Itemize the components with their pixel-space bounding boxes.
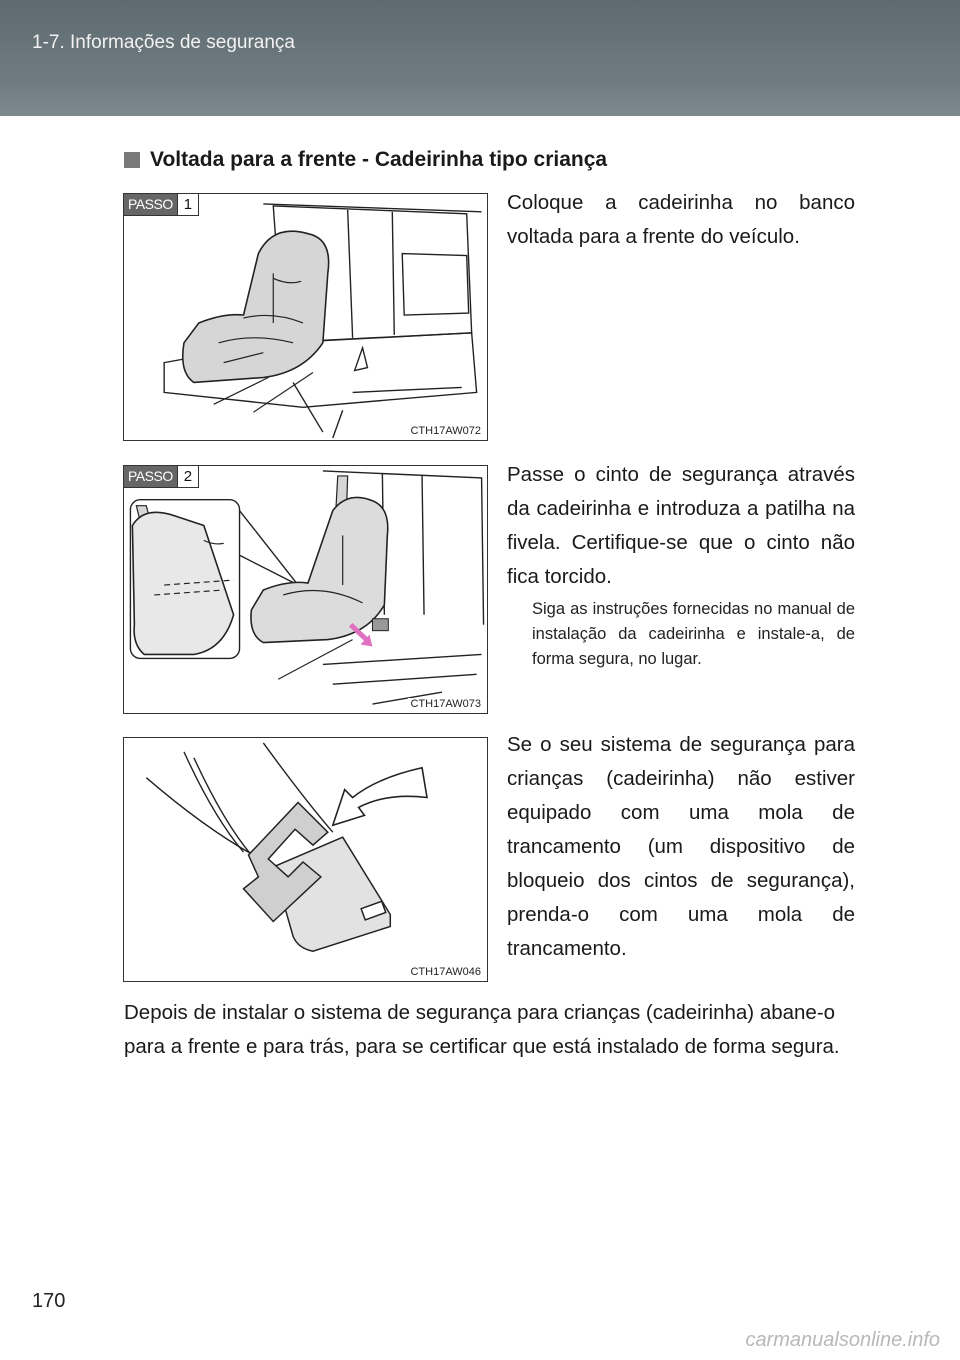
page-number: 170 — [32, 1290, 66, 1312]
step-badge — [124, 194, 199, 216]
step-number: 1 — [177, 194, 198, 215]
watermark: carmanualsonline.info — [745, 1329, 940, 1351]
square-bullet-icon — [124, 152, 140, 168]
step-1-text: Coloque a cadeirinha no banco voltada para a frente do veículo. — [507, 191, 855, 248]
figure-code: CTH17AW046 — [410, 966, 481, 978]
step-2-note: Siga as instruções fornecidas no manual de instalação da cadeirinha e instale-a, de forma segura, no lugar. — [532, 600, 855, 668]
heading-text: Voltada para a frente - Cadeirinha tipo criança — [150, 148, 608, 171]
section-title: 1-7. Informações de segurança — [32, 32, 295, 53]
step-label: PASSO — [124, 194, 177, 215]
step-badge — [124, 466, 199, 488]
figure-locking-clip — [123, 737, 488, 982]
figure-code: CTH17AW072 — [410, 425, 481, 437]
step-2-text: Passe o cinto de segurança através da cadeirinha e introduza a patilha na fivela. Certifique-se que o cinto não fica torcido. — [507, 463, 855, 588]
figure-step-2 — [123, 465, 488, 714]
final-instruction-text: Depois de instalar o sistema de segurança para crianças (cadeirinha) abane-o para a frente e para trás, para se certificar que está instalado de forma segura. — [124, 1001, 840, 1058]
child-seat-placed-illustration — [124, 194, 487, 440]
figure-code: CTH17AW073 — [410, 698, 481, 710]
belt-through-seat-illustration — [124, 466, 487, 713]
step-label: PASSO — [124, 466, 177, 487]
step-number: 2 — [177, 466, 198, 487]
header-band — [0, 0, 960, 116]
section-heading — [124, 148, 607, 172]
locking-clip-text: Se o seu sistema de segurança para crianças (cadeirinha) não estiver equipado com uma mola de trancamento (um dispositivo de bloqueio dos cintos de segurança), prenda-o com uma mola de trancamento. — [507, 733, 855, 960]
figure-step-1 — [123, 193, 488, 441]
locking-clip-illustration — [124, 738, 487, 981]
